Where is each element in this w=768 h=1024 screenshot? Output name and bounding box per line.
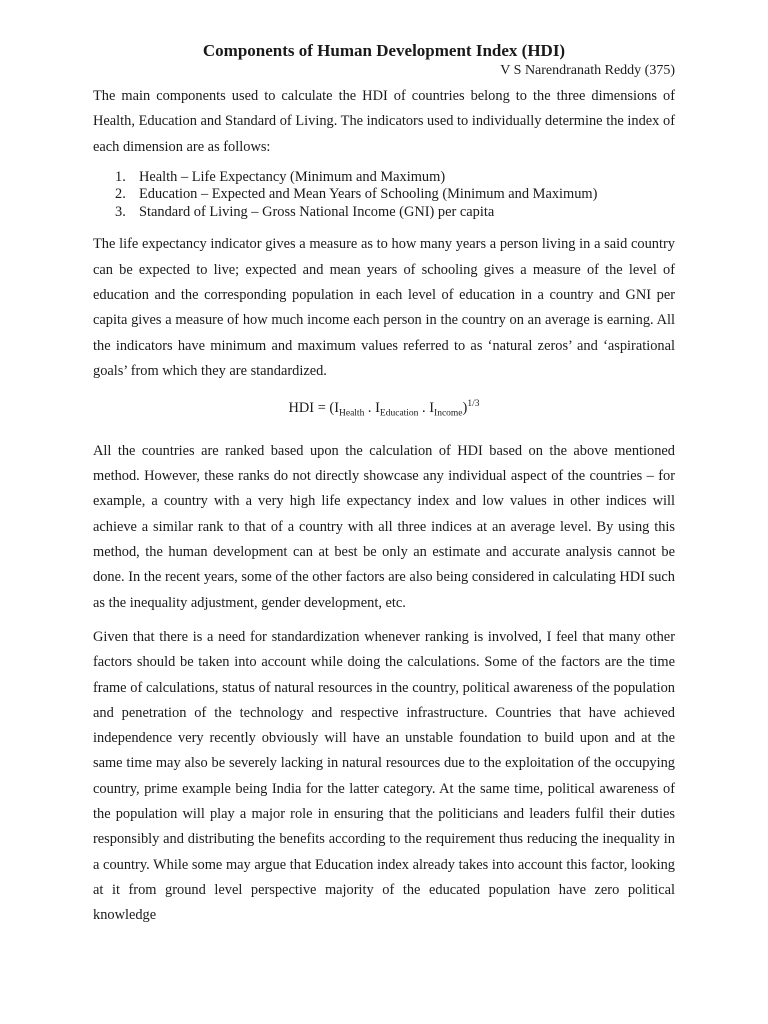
formula-sub-education: Education (379, 408, 419, 419)
intro-paragraph: The main components used to calculate the HDI of countries belong to the three dimensions of Health, Education and Standard of Living. The indicators used to individually determine the index of each dimension are as follows: (93, 88, 675, 155)
list-item (93, 186, 675, 204)
list-text: Standard of Living – Gross National Income (GNI) per capita (139, 203, 495, 220)
formula-dot: . I (364, 399, 380, 416)
standardization-paragraph: Given that there is a need for standardization whenever ranking is involved, I feel that many other factors should be taken into account while doing the calculations. Some of the factors are the time frame of calculations, status of natural resources in the country, political awareness of the population and penetration of the technology and respective infrastructure. Countries that have achieved independence very recently obviously will have an unstable foundation to build upon and at the same time may also be severely lacking in natural resources due to the exploitation of the occupying country, prime example being India for the latter category. At the same time, political awareness of the population will play a major role in ensuring that the politicians and leaders fulfil their duties responsibly and distributing the benefits according to the requirement thus reducing the inequality in a country. While some may argue that Education index already takes into account this factor, looking at it from ground level perspective majority of the educated population have zero political knowledge (93, 628, 675, 924)
hdi-formula (93, 393, 675, 425)
formula-close: ) (462, 399, 468, 416)
list-text: Education – Expected and Mean Years of Schooling (Minimum and Maximum) (139, 186, 598, 203)
list-item (93, 169, 675, 187)
components-list (93, 169, 675, 222)
formula-lhs: HDI = (I (288, 399, 339, 416)
life-expectancy-paragraph: The life expectancy indicator gives a measure as to how many years a person living in a said country can be expected to live; expected and mean years of schooling gives a measure of the level of education and the corresponding population in each level of education in a country and GNI per capita gives a measure of how much income each person in the country on an average is earning. All the indicators have minimum and maximum values referred to as ‘natural zeros’ and ‘aspirational goals’ from which they are standardized. (93, 236, 675, 379)
document-title: Components of Human Development Index (HDI) (202, 41, 566, 60)
list-number: 3. (115, 203, 126, 220)
formula-dot: . I (418, 399, 435, 416)
document-page (93, 40, 675, 937)
list-text: Health – Life Expectancy (Minimum and Maximum) (139, 168, 446, 185)
list-number: 2. (115, 186, 126, 203)
formula-sub-health: Health (339, 408, 365, 419)
ranking-paragraph: All the countries are ranked based upon the calculation of HDI based on the above mentioned method. However, these ranks do not directly showcase any individual aspect of the countries – for example, a country with a very high life expectancy index and low values in other indices will achieve a similar rank to that of a country with all three indices at an average level. By using this method, the human development can at best be only an estimate and accurate analysis cannot be done. In the recent years, some of the other factors are also being considered in calculating HDI such as the inequality adjustment, gender development, etc. (93, 442, 675, 611)
formula-exponent: 1/3 (467, 399, 480, 410)
author-line: V S Narendranath Reddy (375) (500, 63, 675, 78)
formula-sub-income: Income (434, 408, 463, 419)
list-item (93, 204, 675, 222)
list-number: 1. (115, 168, 126, 185)
